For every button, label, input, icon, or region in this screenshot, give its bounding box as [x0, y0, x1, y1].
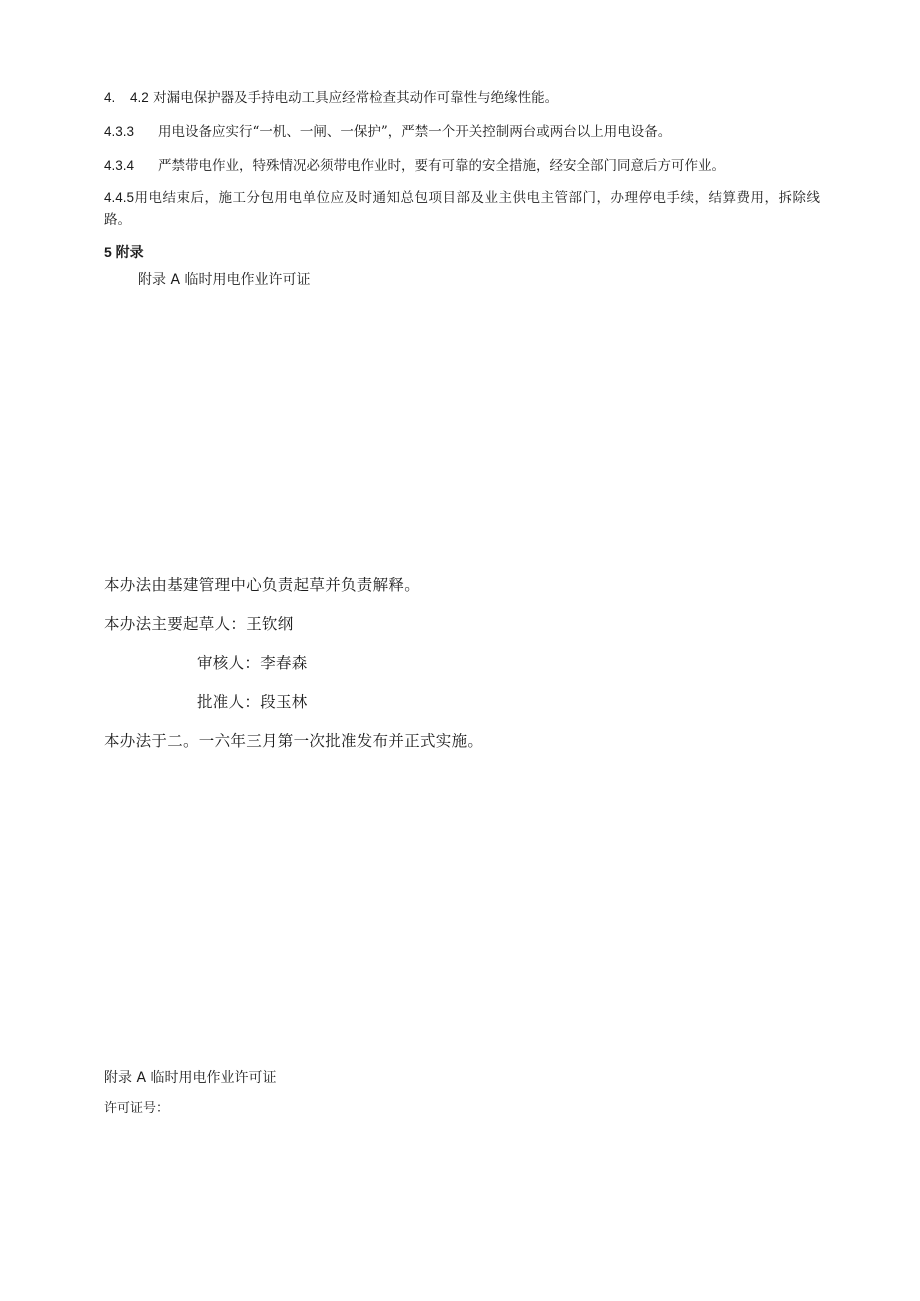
- clause-text: 对漏电保护器及手持电动工具应经常检查其动作可靠性与绝缘性能。: [153, 90, 559, 106]
- clause-4-4-2: [104, 88, 558, 108]
- clause-number: 4.4.5: [104, 190, 135, 205]
- form-title: 附录 A 临时用电作业许可证: [104, 1070, 277, 1086]
- clause-number: 4.3.3: [104, 124, 135, 139]
- statement-approver: 批准人：段玉林: [197, 693, 308, 711]
- clause-4-3-3: [104, 122, 671, 142]
- appendix-item: 附录 A 临时用电作业许可证: [138, 272, 311, 288]
- statement-interpretation: 本办法由基建管理中心负责起草并负责解释。: [104, 576, 421, 594]
- permit-number-label: 许可证号：: [104, 1101, 170, 1116]
- statement-reviewer: 审核人：李春森: [197, 654, 308, 672]
- clause-number: 4.2: [130, 90, 149, 105]
- statement-drafter: 本办法主要起草人：王钦纲: [104, 615, 294, 633]
- clause-4-3-4: [104, 156, 725, 176]
- clause-4-4-5: [104, 187, 820, 231]
- clause-text: 用电结束后，施工分包用电单位应及时通知总包项目部及业主供电主管部门，办理停电手续，结算费用，拆除线路。: [104, 190, 820, 228]
- clause-number: 4.3.4: [104, 158, 135, 173]
- clause-text: 用电设备应实行“一机、一闸、一保护”，严禁一个开关控制两台或两台以上用电设备。: [158, 124, 672, 140]
- statement-effective-date: 本办法于二。一六年三月第一次批准发布并正式实施。: [104, 732, 484, 750]
- section-heading-appendix: 5 附录: [104, 244, 144, 260]
- clause-text: 严禁带电作业，特殊情况必须带电作业时，要有可靠的安全措施，经安全部门同意后方可作业。: [158, 158, 725, 174]
- clause-number: 4.: [104, 90, 116, 105]
